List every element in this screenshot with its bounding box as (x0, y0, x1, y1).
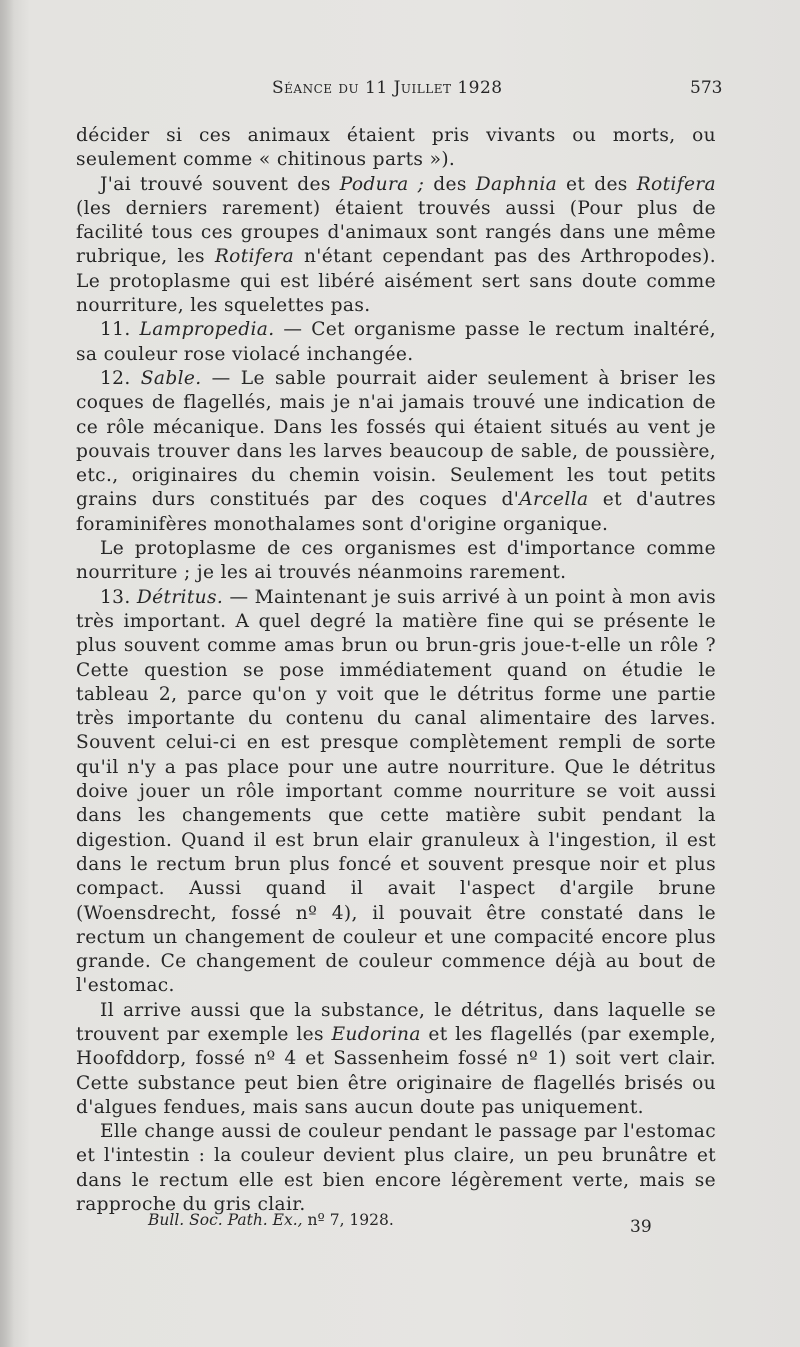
text-run: Il arrive aussi que la substance, le détritus, dans laquelle se trouvent par exemple les (76, 999, 716, 1045)
signature-mark: 39 (630, 1217, 652, 1237)
text-run: — Cet organisme passe le rectum inaltéré, sa couleur rose violacé inchangée. (76, 319, 716, 365)
italic-term: Rotifera (214, 246, 295, 268)
body-text (76, 124, 716, 1217)
paragraph (76, 537, 716, 586)
text-run: et les flagellés (par exemple, Hoofddorp, fossé nº 4 et Sassenheim fossé nº 1) soit vert clair. Cette substance peut bien être originaire de flagellés brisés ou d'algues fendues, mais sans aucun doute pas uniquement. (76, 1023, 716, 1118)
page-footer (0, 1211, 800, 1235)
text-run: — Maintenant je suis arrivé à un point à mon avis très important. A quel degré la matière fine qui se présente le plus souvent comme amas brun ou brun-gris joue-t-elle un rôle ? Cette question se pose immédiatement quand on étudie le tableau 2, parce qu'on y voit que le détritus forme une partie très importante du contenu du canal alimentaire des larves. Souvent celui-ci en est presque complètement rempli de sorte qu'il n'y a pas place pour une autre nourriture. Que le détritus doive jouer un rôle important comme nourriture se voit aussi dans les changements que cette matière subit pendant la digestion. Quand il est brun elair granuleux à l'ingestion, il est dans le rectum brun plus foncé et souvent presque noir et plus compact. Aussi quand il avait l'aspect d'argile brune (Woensdrecht, fossé nº 4), il pouvait être constaté dans le rectum un changement de couleur et une compacité encore plus grande. Ce changement de couleur commence déjà au bout de l'estomac. (76, 586, 716, 997)
journal-issue: nº 7, 1928. (307, 1211, 394, 1229)
paragraph (76, 367, 716, 537)
text-run: des (424, 173, 476, 195)
page-number: 573 (690, 78, 723, 98)
text-run: décider si ces animaux étaient pris vivants ou morts, ou seulement comme « chitinous parts »). (76, 125, 716, 171)
paragraph (76, 999, 716, 1120)
text-run: J'ai trouvé souvent des (100, 173, 340, 195)
text-run: (les derniers rarement) étaient trouvés aussi (Pour plus de facilité tous ces groupes d'animaux sont rangés dans une même rubrique, les (76, 197, 716, 268)
text-run: 13. (100, 586, 137, 608)
paragraph (76, 124, 716, 173)
text-run: et d'autres foraminifères monothalames sont d'origine organique. (76, 489, 716, 535)
journal-citation (148, 1211, 394, 1229)
text-run: Elle change aussi de couleur pendant le passage par l'estomac et l'intestin : la couleur devient plus claire, un peu brunâtre et dans le rectum elle est bien encore légèrement verte, mais se rapproche du gris clair. (76, 1121, 716, 1216)
italic-term: Daphnia (475, 173, 558, 195)
italic-term: Sable. (140, 367, 202, 389)
italic-term: Podura ; (339, 173, 425, 195)
italic-term: Eudorina (331, 1023, 421, 1045)
page-header (0, 78, 800, 104)
text-run: 12. (100, 367, 141, 389)
italic-term: Rotifera (636, 173, 716, 195)
journal-name: Bull. Soc. Path. Ex., (148, 1211, 303, 1229)
paragraph (76, 1120, 716, 1217)
text-run: et des (557, 173, 637, 195)
text-run: n'étant cependant pas des Arthropodes). Le protoplasme qui est libéré aisément sert sans doute comme nourriture, les squelettes pas. (76, 246, 716, 317)
text-run: — Le sable pourrait aider seulement à briser les coques de flagellés, mais je n'ai jamais trouvé une indication de ce rôle mécanique. Dans les fossés qui étaient situés au vent je pouvais trouver dans les larves beaucoup de sable, de poussière, etc., originaires du chemin voisin. Seulement les tout petits grains durs constitués par des coques d' (76, 367, 716, 511)
text-run: Le protoplasme de ces organismes est d'importance comme nourriture ; je les ai trouvés néanmoins rarement. (76, 538, 716, 584)
paragraph (76, 318, 716, 367)
running-title: Séance du 11 Juillet 1928 (272, 78, 503, 98)
italic-term: Lampropedia. (139, 319, 275, 341)
binding-shadow (0, 0, 14, 1347)
paragraph (76, 586, 716, 999)
text-run: 11. (100, 319, 140, 341)
italic-term: Détritus. (136, 586, 224, 608)
paragraph (76, 173, 716, 319)
italic-term: Arcella (519, 489, 589, 511)
